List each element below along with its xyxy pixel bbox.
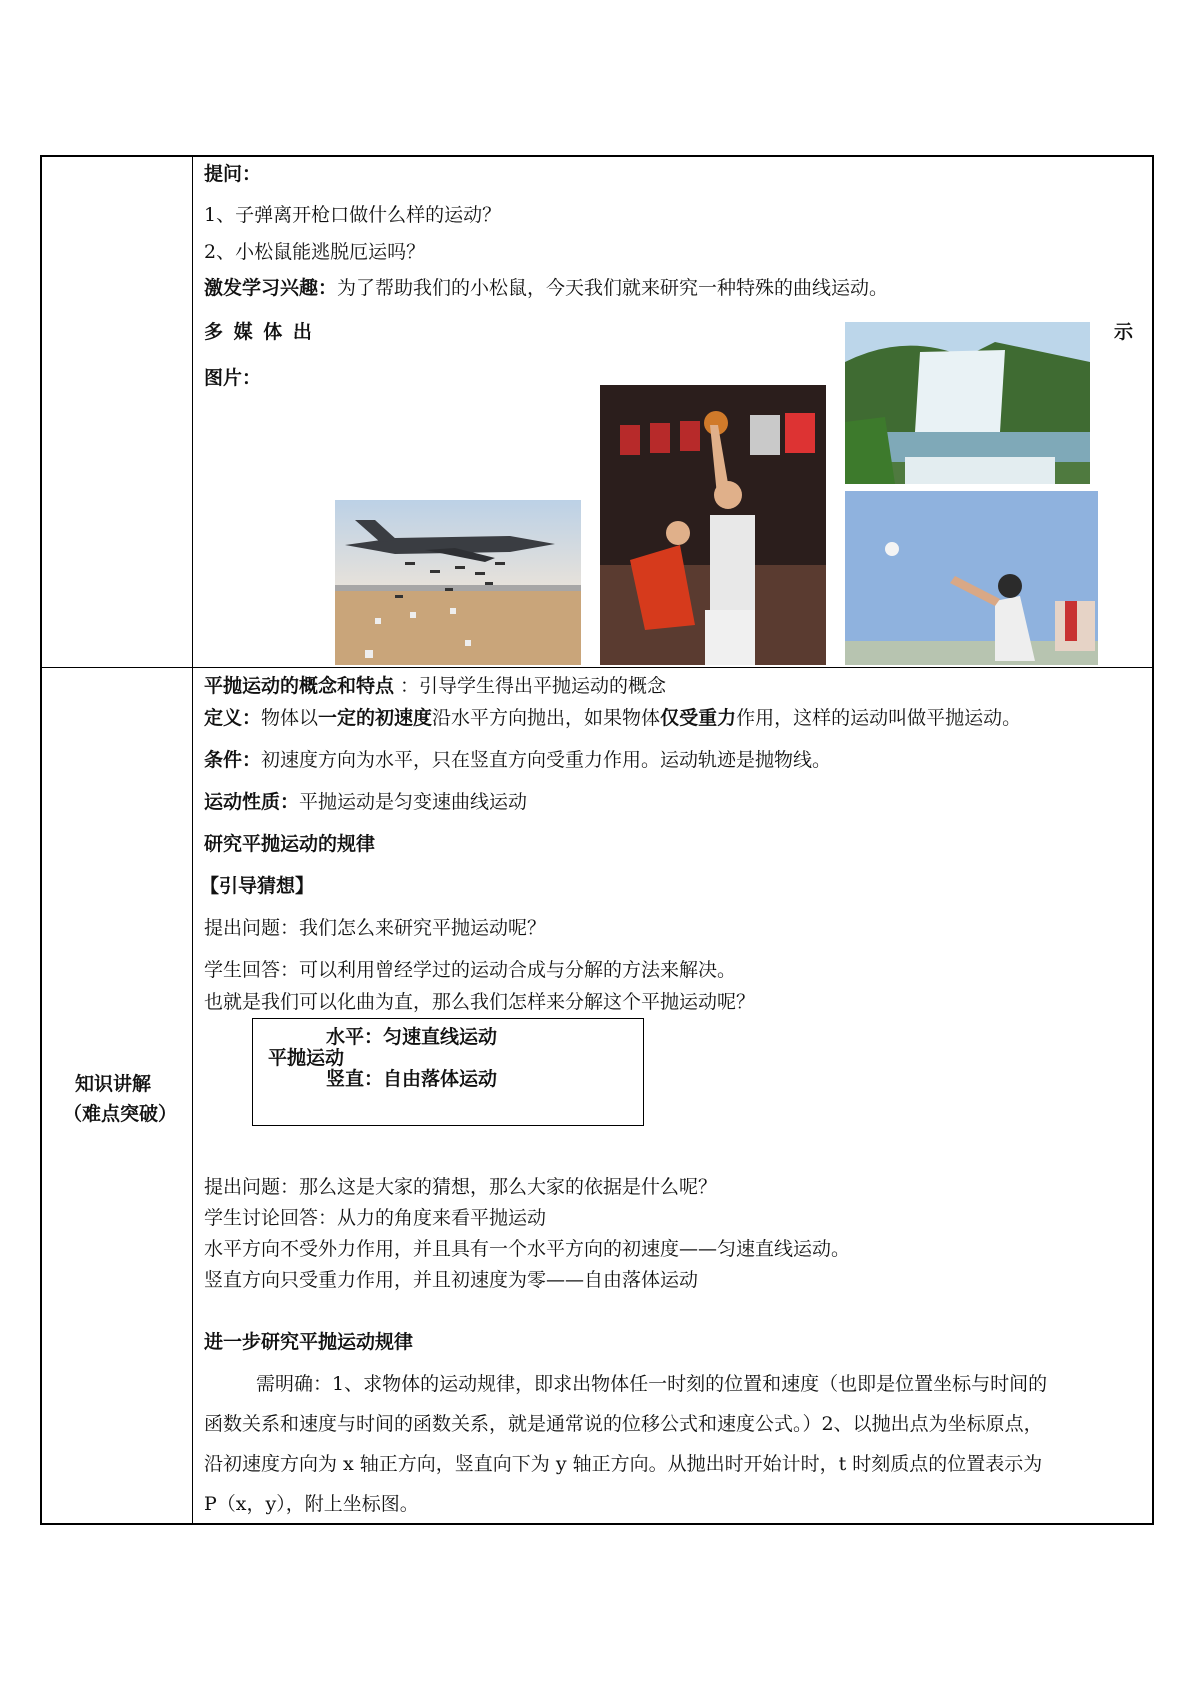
media-label-b: 示 (1114, 321, 1134, 343)
nature-text: 平抛运动是匀变速曲线运动 (299, 791, 528, 813)
answer-1: 学生回答：可以利用曾经学过的运动合成与分解的方法来解决。 (204, 959, 737, 981)
question-2: 2、小松鼠能逃脱厄运吗？ (204, 241, 426, 263)
concept-title: 平抛运动的概念和特点 (204, 675, 395, 697)
media-label-c: 图片： (204, 367, 262, 389)
nature-label: 运动性质： (204, 791, 300, 813)
nature-line (204, 790, 527, 814)
definition-line (204, 706, 1021, 730)
table-border-bottom (40, 1523, 1154, 1525)
box-horizontal: 水平：匀速直线运动 (326, 1026, 498, 1048)
question-title: 提问： (204, 163, 262, 185)
further-title: 进一步研究平抛运动规律 (204, 1331, 414, 1353)
concept-line (204, 674, 666, 698)
horizontal-analysis: 水平方向不受外力作用，并且具有一个水平方向的初速度——匀速直线运动。 (204, 1238, 851, 1260)
study-title: 研究平抛运动的规律 (204, 833, 376, 855)
decompose-question: 也就是我们可以化曲为直，那么我们怎样来分解这个平抛运动呢？ (204, 991, 756, 1013)
volleyball-image (845, 491, 1098, 665)
concept-text: ：引导学生得出平抛运动的概念 (394, 675, 667, 697)
table-column-divider (192, 155, 193, 1525)
definition-text-2: 沿水平方向抛出，如果物体 (432, 707, 661, 729)
waterfall-image (845, 322, 1090, 484)
definition-bold-1: 一定的初速度 (318, 707, 433, 729)
table-border-left (40, 155, 42, 1525)
table-border-top (40, 155, 1154, 157)
interest-text: 为了帮助我们的小松鼠，今天我们就来研究一种特殊的曲线运动。 (337, 277, 889, 299)
definition-text-3: 作用，这样的运动叫做平抛运动。 (736, 707, 1022, 729)
table-row-divider (40, 667, 1154, 668)
ask-2: 提出问题：那么这是大家的猜想，那么大家的依据是什么呢？ (204, 1176, 718, 1198)
paragraph-line-4: P（x，y），附上坐标图。 (204, 1493, 419, 1515)
condition-text: 初速度方向为水平，只在竖直方向受重力作用。运动轨迹是抛物线。 (261, 749, 832, 771)
question-1: 1、子弹离开枪口做什么样的运动？ (204, 204, 502, 226)
discussion: 学生讨论回答：从力的角度来看平抛运动 (204, 1207, 547, 1229)
paragraph-line-3: 沿初速度方向为 x 轴正方向，竖直向下为 y 轴正方向。从抛出时开始计时，t 时刻质点的位置表示为 (204, 1453, 1043, 1475)
side-label-1: 知识讲解 (75, 1073, 152, 1095)
vertical-analysis: 竖直方向只受重力作用，并且初速度为零——自由落体运动 (204, 1269, 699, 1291)
media-label-a: 多 媒 体 出 (204, 321, 314, 343)
definition-label: 定义： (204, 707, 262, 729)
condition-label: 条件： (204, 749, 262, 771)
table-border-right (1152, 155, 1154, 1525)
side-label-2: （难点突破） (63, 1103, 178, 1125)
paragraph-line-1: 需明确：1、求物体的运动规律，即求出物体任一时刻的位置和速度（也即是位置坐标与时间的 (256, 1373, 1048, 1395)
box-vertical: 竖直：自由落体运动 (326, 1068, 498, 1090)
paragraph-line-2: 函数关系和速度与时间的函数关系，就是通常说的位移公式和速度公式。）2、以抛出点为坐标原点， (204, 1413, 1043, 1435)
ask-1: 提出问题：我们怎么来研究平抛运动呢？ (204, 917, 547, 939)
interest-line (204, 276, 888, 300)
basketball-image (600, 385, 826, 665)
definition-bold-2: 仅受重力 (660, 707, 737, 729)
definition-text-1: 物体以 (261, 707, 319, 729)
interest-label: 激发学习兴趣： (204, 277, 338, 299)
condition-line (204, 748, 831, 772)
box-main: 平抛运动 (268, 1047, 345, 1069)
guess-title: 【引导猜想】 (200, 875, 315, 897)
bomber-plane-image (335, 500, 581, 665)
